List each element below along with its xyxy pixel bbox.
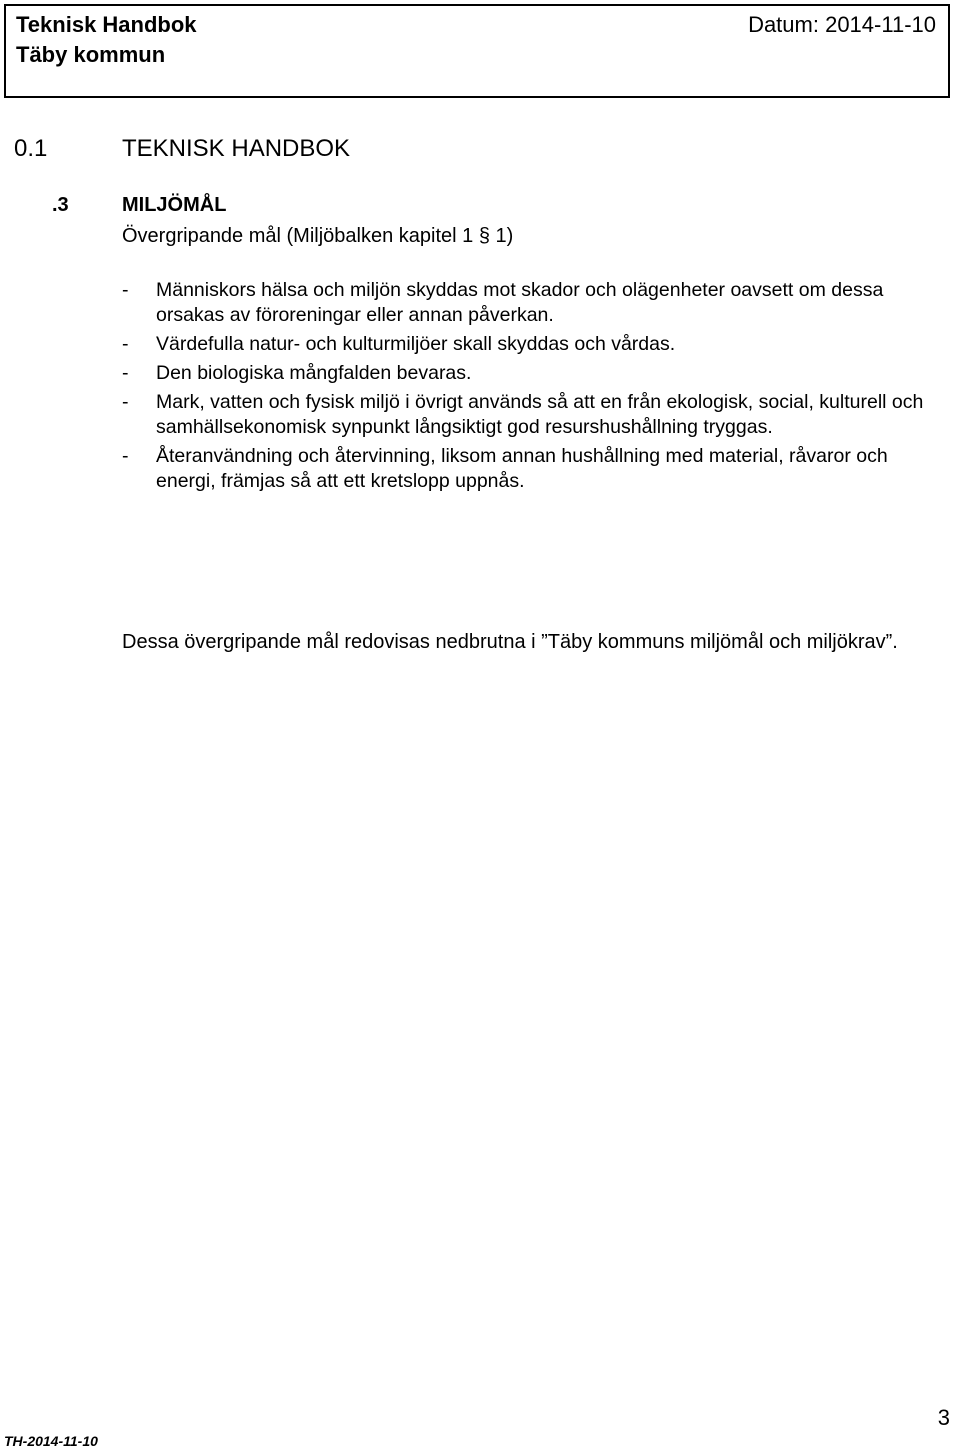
- goal-item: [122, 390, 932, 440]
- goals-list: [122, 278, 932, 498]
- goal-text: Människors hälsa och miljön skyddas mot skador och olägenheter oavsett om dessa orsakas av föroreningar eller annan påverkan.: [156, 279, 884, 326]
- organization-name: Täby kommun: [16, 42, 166, 67]
- goal-dash: -: [122, 279, 129, 301]
- subsection-title: MILJÖMÅL: [122, 194, 227, 216]
- goal-text: Värdefulla natur- och kulturmiljöer skall skyddas och vårdas.: [156, 333, 676, 355]
- page-number: 3: [937, 1405, 950, 1430]
- handbook-title: Teknisk Handbok: [16, 12, 197, 37]
- goal-text: Den biologiska mångfalden bevaras.: [156, 362, 472, 384]
- goal-item: [122, 361, 932, 386]
- footer-document-code: TH-2014-11-10: [4, 1433, 98, 1449]
- goal-item: [122, 278, 932, 328]
- goal-item: [122, 444, 932, 494]
- document-header: [4, 4, 950, 98]
- goal-text: Mark, vatten och fysisk miljö i övrigt används så att en från ekologisk, social, kulturell och samhällsekonomisk synpunkt långsiktigt god resurshushållning tryggas.: [156, 391, 924, 438]
- goal-text: Återanvändning och återvinning, liksom annan hushållning med material, råvaror och energi, främjas så att ett kretslopp uppnås.: [156, 445, 888, 492]
- summary-paragraph: Dessa övergripande mål redovisas nedbrutna i ”Täby kommuns miljömål och miljökrav”.: [122, 631, 898, 653]
- goal-dash: -: [122, 391, 129, 413]
- section-title: TEKNISK HANDBOK: [122, 135, 351, 162]
- document-date: Datum: 2014-11-10: [748, 12, 936, 37]
- goal-dash: -: [122, 333, 129, 355]
- subsection-number: .3: [52, 194, 69, 216]
- intro-text: Övergripande mål (Miljöbalken kapitel 1 § 1): [122, 225, 514, 247]
- goal-dash: -: [122, 362, 129, 384]
- section-number: 0.1: [14, 135, 48, 162]
- goal-item: [122, 332, 932, 357]
- goal-dash: -: [122, 445, 129, 467]
